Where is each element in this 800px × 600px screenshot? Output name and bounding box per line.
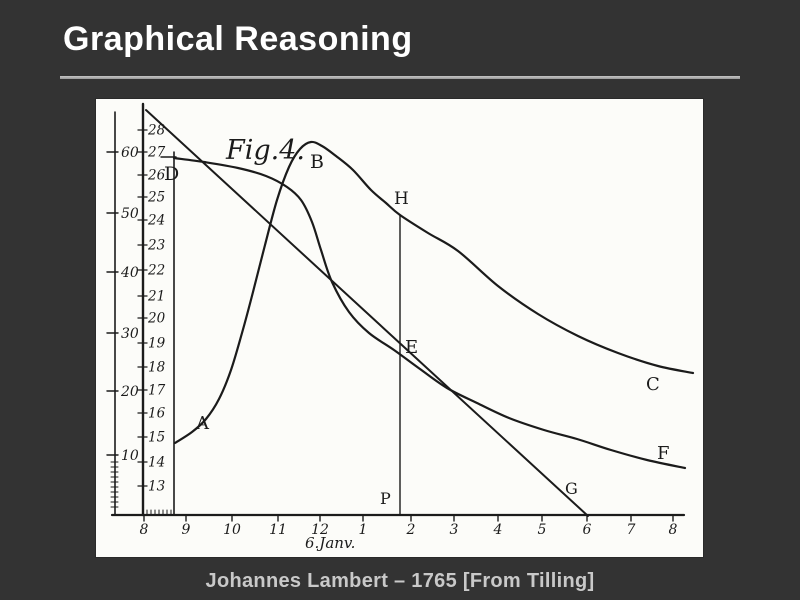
x-axis-tick-label: 8 (139, 522, 149, 538)
title-underline-rule (60, 76, 740, 79)
inner-scale-tick-label: 13 (148, 478, 166, 495)
x-axis-tick-label: 2 (406, 522, 416, 538)
inner-scale-tick-label: 23 (148, 237, 166, 254)
inner-scale-tick-label: 25 (148, 189, 166, 206)
outer-scale-tick-label: 30 (121, 326, 139, 342)
inner-scale-tick-label: 19 (148, 335, 166, 352)
x-axis-tick-label: 6 (582, 522, 592, 538)
inner-scale-tick-label: 27 (148, 144, 166, 161)
outer-scale-tick-label: 20 (121, 384, 139, 400)
x-axis-tick-label: 12 (311, 522, 329, 538)
outer-scale-tick-label: 50 (121, 206, 139, 222)
figure-title: Fig.4. (226, 135, 305, 166)
inner-scale-tick-label: 24 (148, 212, 166, 229)
curve-a-b-h-c (175, 142, 693, 443)
slide-title: Graphical Reasoning (63, 20, 413, 58)
date-label: 6.Janv. (305, 534, 356, 552)
curve-d-e-f (174, 158, 685, 468)
x-axis-tick-label: 4 (493, 522, 503, 538)
point-label-b: B (310, 151, 324, 173)
x-axis-tick-label: 1 (358, 522, 368, 538)
point-label-g: G (565, 479, 578, 498)
inner-scale-tick-label: 14 (148, 454, 166, 471)
point-label-e: E (405, 337, 419, 358)
inner-scale-tick-label: 28 (148, 122, 166, 139)
inner-scale-tick-label: 26 (148, 167, 166, 184)
x-axis-tick-label: 5 (537, 522, 547, 538)
x-axis-tick-label: 8 (668, 522, 678, 538)
lambert-figure-panel (96, 99, 703, 557)
x-axis-tick-label: 9 (181, 522, 191, 538)
inner-scale-tick-label: 22 (148, 262, 166, 279)
outer-scale-tick-label: 60 (121, 145, 139, 161)
inner-scale-tick-label: 20 (148, 310, 166, 327)
inner-scale-tick-label: 17 (148, 382, 166, 399)
point-label-c: C (646, 374, 660, 395)
inner-scale-tick-label: 16 (148, 405, 166, 422)
outer-scale-tick-label: 10 (121, 448, 139, 464)
slide-caption: Johannes Lambert – 1765 [From Tilling] (205, 570, 595, 592)
inner-scale-tick-label: 15 (148, 429, 166, 446)
inner-scale-tick-label: 18 (148, 359, 166, 376)
straight-line-d-e-g (146, 110, 588, 516)
outer-scale-tick-label: 40 (121, 265, 139, 281)
x-axis-tick-label: 10 (223, 522, 241, 538)
point-label-d: D (164, 163, 180, 185)
x-axis-tick-label: 11 (269, 522, 287, 538)
point-label-f: F (657, 443, 670, 464)
x-axis-tick-label: 7 (626, 522, 636, 538)
point-label-a: A (196, 413, 209, 434)
point-label-h: H (394, 189, 409, 209)
inner-scale-tick-label: 21 (148, 288, 166, 305)
point-label-p: P (380, 489, 391, 508)
x-axis-tick-label: 3 (449, 522, 459, 538)
lambert-chart-svg (96, 99, 703, 557)
